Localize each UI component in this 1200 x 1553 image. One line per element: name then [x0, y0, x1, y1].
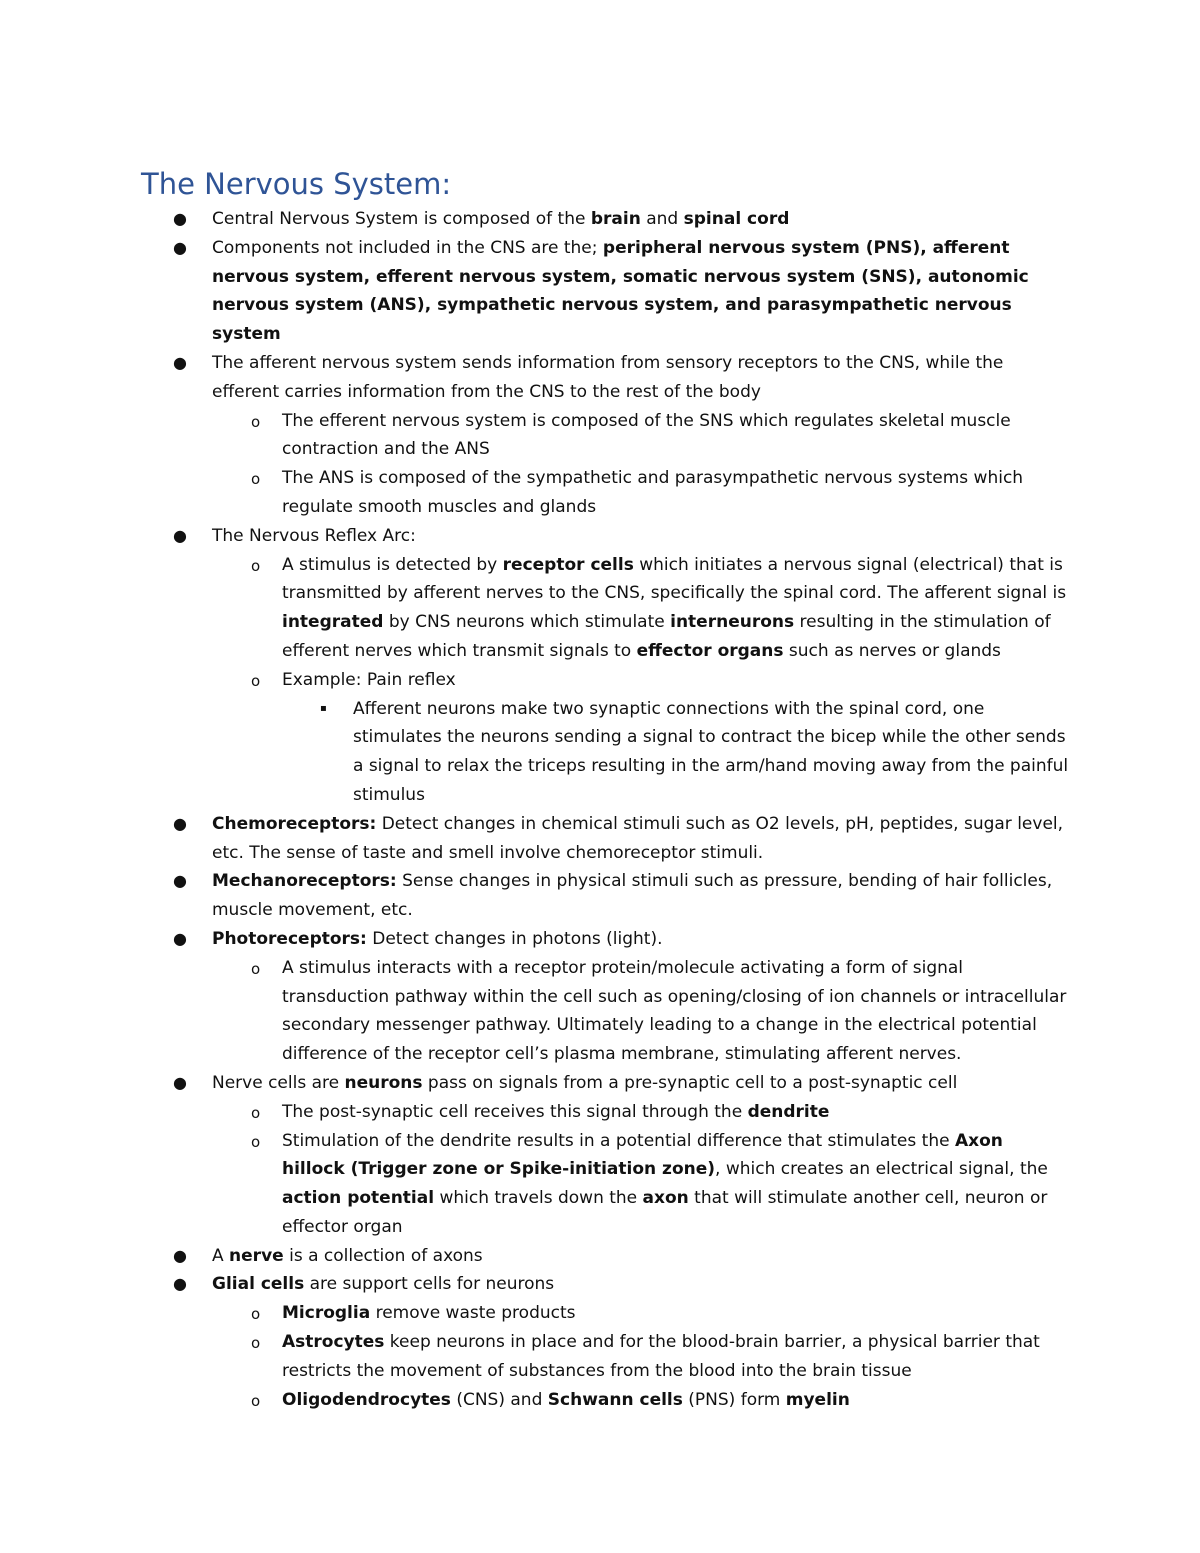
- bullet-circle-icon: o: [251, 470, 261, 489]
- text-run: The afferent nervous system sends information from sensory receptors to the CNS, while the efferent carries information from the CNS to the rest of the body: [212, 352, 1004, 402]
- document-title: The Nervous System:: [141, 167, 452, 201]
- bold-term: receptor cells: [502, 554, 634, 575]
- list-item-level-2: [141, 551, 1071, 666]
- list-item-level-1: [141, 522, 1071, 551]
- list-item-text: [282, 670, 456, 690]
- list-item-text: [212, 1274, 554, 1294]
- bullet-dot-icon: ●: [173, 1245, 187, 1265]
- bullet-circle-icon: o: [251, 556, 261, 575]
- list-item-text: [212, 814, 1063, 863]
- list-item-level-2: [141, 1386, 1071, 1415]
- list-item-text: [212, 929, 662, 949]
- document-page: [141, 163, 1071, 1414]
- text-run: Central Nervous System is composed of the: [212, 209, 591, 229]
- bullet-dot-icon: ●: [173, 813, 187, 833]
- list-item-text: [282, 1303, 576, 1323]
- list-item-level-1: [141, 810, 1071, 868]
- list-item-text: [282, 1102, 829, 1122]
- bullet-circle-icon: o: [251, 1334, 261, 1353]
- bullet-square-icon: ▪: [320, 702, 327, 714]
- text-run: which initiates a nervous signal (electrical) that is transmitted by afferent nerves to the CNS, specifically the spinal cord. The afferent signal is: [282, 554, 1067, 604]
- list-item-level-2: [141, 1328, 1071, 1386]
- bold-term: Microglia: [282, 1303, 371, 1324]
- bold-term: axon: [642, 1188, 689, 1209]
- bold-term: Oligodendrocytes: [282, 1389, 451, 1410]
- list-item-text: [212, 1073, 957, 1093]
- bold-term: effector organs: [636, 640, 784, 661]
- bold-term: Glial cells: [212, 1274, 305, 1295]
- bullet-circle-icon: o: [251, 1305, 261, 1324]
- list-item-text: [282, 1390, 850, 1410]
- bold-term: peripheral nervous system (PNS), afferent nervous system, efferent nervous system, somatic nervous system (SNS), autonomic nervous system (ANS), sympathetic nervous system, and parasympathetic nervous system: [212, 237, 1029, 345]
- text-run: pass on signals from a pre-synaptic cell to a post-synaptic cell: [422, 1072, 958, 1093]
- list-item-text: [282, 1131, 1048, 1237]
- text-run: A stimulus interacts with a receptor protein/molecule activating a form of signal transduction pathway within the cell such as opening/closing of ion channels or intracellular secondary messenger pathway. Ultimately leading to a change in the electrical potential difference of the receptor cell’s plasma membrane, stimulating afferent nerves.: [282, 957, 1067, 1065]
- bullet-circle-icon: o: [251, 1103, 261, 1122]
- list-item-text: [212, 209, 789, 229]
- text-run: , which creates an electrical signal, the: [715, 1159, 1048, 1180]
- list-item-text: [212, 871, 1052, 920]
- text-run: Components not included in the CNS are the;: [212, 237, 603, 258]
- list-item-level-1: [141, 1270, 1071, 1299]
- list-item-text: [212, 353, 1003, 402]
- text-run: resulting in the stimulation of efferent nerves which transmit signals to: [282, 612, 1051, 661]
- bullet-dot-icon: ●: [173, 1072, 187, 1092]
- bullet-dot-icon: ●: [173, 352, 187, 372]
- bullet-dot-icon: ●: [173, 1274, 187, 1294]
- bold-term: integrated: [282, 612, 384, 633]
- list-item-level-2: [141, 1299, 1071, 1328]
- list-item-text: [282, 555, 1066, 661]
- bold-term: dendrite: [747, 1101, 830, 1122]
- bullet-dot-icon: ●: [173, 928, 187, 948]
- bullet-circle-icon: o: [251, 1391, 261, 1410]
- text-run: Stimulation of the dendrite results in a potential difference that stimulates the: [282, 1130, 955, 1151]
- list-item-level-1: [141, 1069, 1071, 1098]
- list-item-level-2: [141, 407, 1071, 465]
- bold-term: Mechanoreceptors:: [212, 871, 397, 892]
- bullet-dot-icon: ●: [173, 209, 187, 228]
- list-item-text: [282, 411, 1011, 460]
- text-run: The efferent nervous system is composed of the SNS which regulates skeletal muscle contraction and the ANS: [282, 410, 1011, 460]
- list-item-level-2: [141, 1127, 1071, 1242]
- list-item-level-2: [141, 1098, 1071, 1127]
- bold-term: Schwann cells: [547, 1389, 683, 1410]
- list-item-text: [212, 526, 416, 546]
- text-run: A: [212, 1245, 230, 1266]
- bullet-dot-icon: ●: [173, 237, 187, 257]
- bullet-circle-icon: o: [251, 959, 261, 978]
- text-run: Sense changes in physical stimuli such as pressure, bending of hair follicles, muscle movement, etc.: [212, 871, 1053, 921]
- text-run: which travels down the: [434, 1188, 643, 1209]
- list-item-level-2: [141, 464, 1071, 522]
- bold-term: nerve: [229, 1245, 284, 1266]
- bold-term: action potential: [282, 1188, 435, 1209]
- text-run: Nerve cells are: [212, 1072, 345, 1093]
- bullet-dot-icon: ●: [173, 525, 187, 545]
- text-run: keep neurons in place and for the blood-brain barrier, a physical barrier that restricts the movement of substances from the blood into the brain tissue: [282, 1332, 1040, 1381]
- bold-term: Axon hillock (Trigger zone or Spike-initiation zone): [282, 1130, 1003, 1180]
- text-run: by CNS neurons which stimulate: [383, 612, 671, 633]
- list-item-level-2: [141, 666, 1071, 695]
- list-item-text: [212, 1246, 483, 1266]
- text-run: Afferent neurons make two synaptic connections with the spinal cord, one stimulates the neurons sending a signal to contract the bicep while the other sends a signal to relax the triceps resulting in the arm/hand moving away from the painful stimulus: [353, 698, 1069, 805]
- text-run: Detect changes in photons (light).: [366, 928, 663, 949]
- text-run: The ANS is composed of the sympathetic and parasympathetic nervous systems which regulate smooth muscles and glands: [282, 468, 1024, 517]
- bold-term: Astrocytes: [282, 1332, 385, 1353]
- text-run: and: [640, 209, 684, 229]
- text-run: Example: Pain reflex: [282, 669, 456, 690]
- list-item-level-1: [141, 349, 1071, 407]
- bold-term: brain: [590, 209, 641, 229]
- list-item-level-1: [141, 925, 1071, 954]
- text-run: is a collection of axons: [283, 1245, 483, 1266]
- text-run: such as nerves or glands: [783, 640, 1001, 661]
- bold-term: interneurons: [670, 612, 795, 633]
- list-item-text: [282, 468, 1023, 517]
- list-item-level-2: [141, 954, 1071, 1069]
- list-item-text: [282, 1332, 1040, 1381]
- bold-term: Photoreceptors:: [212, 928, 367, 949]
- bullet-list: [141, 205, 1071, 1414]
- list-item-text: [282, 958, 1066, 1064]
- bullet-circle-icon: o: [251, 412, 261, 431]
- text-run: The post-synaptic cell receives this signal through the: [282, 1101, 748, 1122]
- bold-term: myelin: [785, 1389, 850, 1410]
- text-run: A stimulus is detected by: [282, 554, 503, 575]
- list-item-text: [212, 238, 1029, 344]
- text-run: remove waste products: [370, 1303, 576, 1324]
- bold-term: Chemoreceptors:: [212, 813, 377, 834]
- list-item-text: [353, 699, 1068, 805]
- list-item-level-1: [141, 1242, 1071, 1271]
- text-run: (CNS) and: [450, 1389, 548, 1410]
- list-item-level-3: [141, 695, 1071, 810]
- bold-term: neurons: [344, 1072, 423, 1093]
- text-run: (PNS) form: [682, 1389, 786, 1410]
- text-run: The Nervous Reflex Arc:: [212, 525, 416, 546]
- list-item-level-1: [141, 205, 1071, 234]
- bullet-dot-icon: ●: [173, 871, 187, 891]
- list-item-level-1: [141, 867, 1071, 925]
- text-run: Detect changes in chemical stimuli such as O2 levels, pH, peptides, sugar level, etc. The sense of taste and smell involve chemoreceptor stimuli.: [212, 813, 1064, 863]
- text-run: that will stimulate another cell, neuron or effector organ: [282, 1188, 1048, 1237]
- bullet-circle-icon: o: [251, 1132, 261, 1151]
- bullet-circle-icon: o: [251, 671, 261, 690]
- bold-term: spinal cord: [683, 209, 790, 229]
- text-run: are support cells for neurons: [304, 1274, 555, 1295]
- list-item-level-1: [141, 234, 1071, 349]
